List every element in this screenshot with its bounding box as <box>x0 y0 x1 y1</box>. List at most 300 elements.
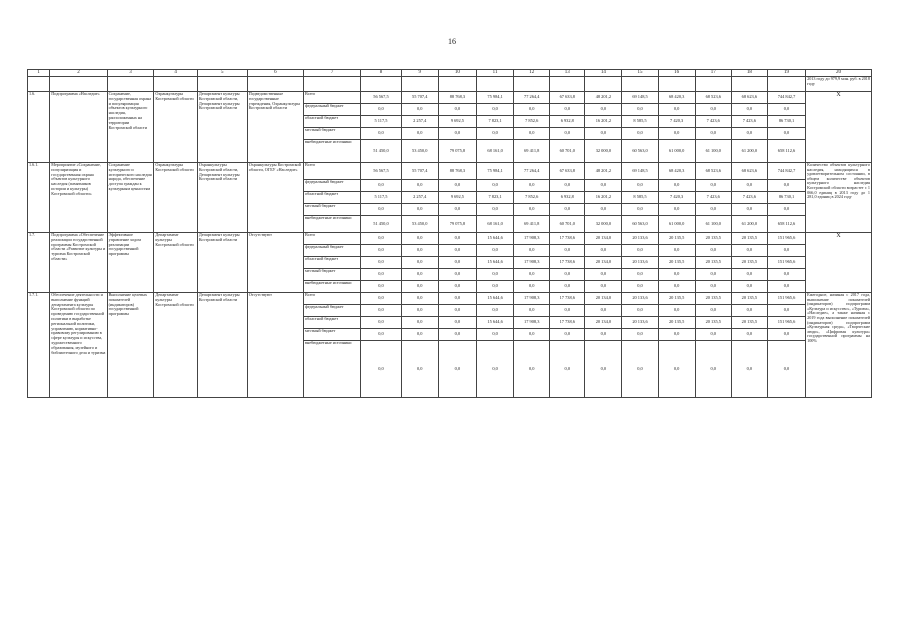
amount-cell: 0,0 <box>622 204 658 216</box>
item-responsible: Департамент культуры Костромской области <box>154 233 198 293</box>
amount-cell: 53 450,0 <box>401 140 438 163</box>
amount-cell: 79 075,8 <box>438 140 476 163</box>
column-number: 1 <box>28 70 50 77</box>
column-number: 6 <box>247 70 303 77</box>
amount-cell: 20 135,5 <box>658 293 695 305</box>
amount-cell: 5 117,5 <box>361 192 401 204</box>
amount-cell: 0,0 <box>550 128 585 140</box>
amount-cell: 0,0 <box>622 281 658 293</box>
amount-cell: 0,0 <box>361 245 401 257</box>
amount-cell: 0,0 <box>695 204 731 216</box>
funding-source: местный бюджет <box>303 128 360 140</box>
item-code: 1.7.1. <box>28 293 50 398</box>
amount-cell: 0,0 <box>401 128 438 140</box>
amount-cell: 0,0 <box>658 281 695 293</box>
amount-cell: 0,0 <box>514 305 550 317</box>
column-number: 10 <box>438 70 476 77</box>
amount-cell: 0,0 <box>585 128 622 140</box>
funding-source: областной бюджет <box>303 317 360 329</box>
amount-cell: 20 135,5 <box>731 257 767 269</box>
amount-cell: 17 738,6 <box>550 293 585 305</box>
amount-cell: 0,0 <box>658 269 695 281</box>
amount-cell: 61 100,0 <box>695 216 731 233</box>
amount-cell: 0,0 <box>438 341 476 398</box>
funding-source: местный бюджет <box>303 204 360 216</box>
amount-cell: 86 730,1 <box>767 192 805 204</box>
amount-cell: 0,0 <box>361 180 401 192</box>
amount-cell: 0,0 <box>438 293 476 305</box>
amount-cell: 20 133,6 <box>622 293 658 305</box>
amount-cell: 9 692,5 <box>438 116 476 128</box>
amount-cell: 48 201,2 <box>585 92 622 104</box>
amount-cell: 0,0 <box>361 104 401 116</box>
item-responsible: Департамент культуры Костромской области <box>154 293 198 398</box>
amount-cell: 0,0 <box>514 341 550 398</box>
amount-cell: 20 134,0 <box>585 257 622 269</box>
amount-cell: 0,0 <box>658 341 695 398</box>
amount-cell: 0,0 <box>361 293 401 305</box>
amount-cell: 7 823,1 <box>477 192 514 204</box>
item-participants: Охранкультуры Костромской области, ОГБУ «Наследие» <box>247 163 303 233</box>
amount-cell: 60 563,0 <box>622 140 658 163</box>
amount-cell: 0,0 <box>585 269 622 281</box>
column-number: 5 <box>197 70 247 77</box>
amount-cell: 0,0 <box>658 245 695 257</box>
column-number: 17 <box>695 70 731 77</box>
amount-cell: 51 450,0 <box>361 140 401 163</box>
amount-cell: 20 135,5 <box>658 257 695 269</box>
funding-source: Всего <box>303 92 360 104</box>
funding-source: внебюджетные источники <box>303 341 360 398</box>
amount-cell: 0,0 <box>401 233 438 245</box>
item-goal: Эффективное управление ходом реализации государственной программы <box>107 233 154 293</box>
amount-cell: 0,0 <box>622 245 658 257</box>
amount-cell: 69 148,5 <box>622 163 658 180</box>
amount-cell: 77 264,4 <box>514 92 550 104</box>
amount-cell: 20 133,6 <box>622 317 658 329</box>
amount-cell: 0,0 <box>658 305 695 317</box>
amount-cell: 7 423,6 <box>731 192 767 204</box>
empty-cell <box>658 77 695 92</box>
expected-result: Количество объектов культурного наследия, находящихся в удовлетворительном состоянии, в общем количестве объектов культурного наследия Костромской области возрастет с 1 066,0 единиц в 2013 году до 1 281,0 единиц в 2024 году <box>806 163 872 233</box>
amount-cell: 0,0 <box>477 305 514 317</box>
amount-cell: 79 075,8 <box>438 216 476 233</box>
amount-cell: 0,0 <box>438 245 476 257</box>
amount-cell: 55 707,4 <box>401 163 438 180</box>
amount-cell: 0,0 <box>550 104 585 116</box>
amount-cell: 20 135,5 <box>695 317 731 329</box>
amount-cell: 0,0 <box>767 104 805 116</box>
amount-cell: 68 523,6 <box>695 92 731 104</box>
amount-cell: 0,0 <box>731 204 767 216</box>
table-row <box>28 92 872 104</box>
amount-cell: 0,0 <box>401 104 438 116</box>
amount-cell: 55 707,4 <box>401 92 438 104</box>
amount-cell: 77 264,4 <box>514 163 550 180</box>
amount-cell: 0,0 <box>622 104 658 116</box>
amount-cell: 0,0 <box>658 180 695 192</box>
amount-cell: 0,0 <box>514 204 550 216</box>
amount-cell: 0,0 <box>658 104 695 116</box>
column-number: 15 <box>622 70 658 77</box>
amount-cell: 20 135,5 <box>658 317 695 329</box>
amount-cell: 68 523,6 <box>695 163 731 180</box>
empty-cell <box>303 77 360 92</box>
amount-cell: 0,0 <box>477 329 514 341</box>
amount-cell: 7 423,6 <box>695 116 731 128</box>
amount-cell: 17 738,6 <box>550 317 585 329</box>
item-coexecutor: Департамент культуры Костромской области <box>197 293 247 398</box>
amount-cell: 0,0 <box>767 281 805 293</box>
amount-cell: 61 100,0 <box>695 140 731 163</box>
amount-cell: 0,0 <box>401 204 438 216</box>
amount-cell: 0,0 <box>438 317 476 329</box>
amount-cell: 0,0 <box>695 341 731 398</box>
amount-cell: 0,0 <box>585 329 622 341</box>
amount-cell: 0,0 <box>477 245 514 257</box>
empty-cell <box>401 77 438 92</box>
amount-cell: 0,0 <box>477 104 514 116</box>
empty-cell <box>695 77 731 92</box>
amount-cell: 0,0 <box>401 245 438 257</box>
amount-cell: 744 842,7 <box>767 92 805 104</box>
expected-result: X <box>806 233 872 293</box>
amount-cell: 0,0 <box>361 204 401 216</box>
amount-cell: 68 161,0 <box>477 140 514 163</box>
amount-cell: 75 984,1 <box>477 92 514 104</box>
amount-cell: 744 842,7 <box>767 163 805 180</box>
amount-cell: 0,0 <box>695 180 731 192</box>
amount-cell: 7 420,3 <box>658 192 695 204</box>
amount-cell: 0,0 <box>767 269 805 281</box>
amount-cell: 61 200,0 <box>731 216 767 233</box>
amount-cell: 0,0 <box>401 341 438 398</box>
item-goal: Сохранение, государственная охрана и популяризация объектов культурного наследия, расположенных на территории Костромской области <box>107 92 154 163</box>
item-name: Подпрограмма «Наследие» <box>50 92 107 163</box>
column-number: 12 <box>514 70 550 77</box>
amount-cell: 0,0 <box>622 269 658 281</box>
item-name: Подпрограмма «Обеспечение реализации государственной программы Костромской области «Развитие культуры и туризма Костромской области» <box>50 233 107 293</box>
funding-source: местный бюджет <box>303 269 360 281</box>
amount-cell: 0,0 <box>477 269 514 281</box>
amount-cell: 15 644,6 <box>477 317 514 329</box>
amount-cell: 2 257,4 <box>401 192 438 204</box>
amount-cell: 0,0 <box>622 341 658 398</box>
amount-cell: 16 201,2 <box>585 192 622 204</box>
amount-cell: 20 135,5 <box>731 293 767 305</box>
column-number: 20 <box>806 70 872 77</box>
amount-cell: 7 423,6 <box>731 116 767 128</box>
amount-cell: 0,0 <box>477 204 514 216</box>
amount-cell: 0,0 <box>477 341 514 398</box>
funding-source: внебюджетные источники <box>303 216 360 233</box>
amount-cell: 0,0 <box>731 281 767 293</box>
amount-cell: 32 000,0 <box>585 216 622 233</box>
page-number: 16 <box>448 37 456 46</box>
item-goal: Сохранение культурного и исторического наследия народа, обеспечение доступа граждан к культурным ценностям <box>107 163 154 233</box>
amount-cell: 0,0 <box>731 305 767 317</box>
amount-cell: 0,0 <box>361 329 401 341</box>
amount-cell: 0,0 <box>438 104 476 116</box>
amount-cell: 0,0 <box>767 329 805 341</box>
amount-cell: 0,0 <box>438 204 476 216</box>
amount-cell: 0,0 <box>585 180 622 192</box>
amount-cell: 0,0 <box>477 128 514 140</box>
item-participants: Подведомственные государственные учреждения, Охранкультуры Костромской области <box>247 92 303 163</box>
amount-cell: 20 135,5 <box>658 233 695 245</box>
amount-cell: 20 134,0 <box>585 293 622 305</box>
amount-cell: 0,0 <box>622 128 658 140</box>
column-number: 2 <box>50 70 107 77</box>
column-number: 18 <box>731 70 767 77</box>
column-number: 13 <box>550 70 585 77</box>
funding-source: Всего <box>303 163 360 180</box>
amount-cell: 0,0 <box>767 305 805 317</box>
amount-cell: 658 112,6 <box>767 216 805 233</box>
amount-cell: 0,0 <box>695 305 731 317</box>
amount-cell: 0,0 <box>585 204 622 216</box>
amount-cell: 20 133,6 <box>622 257 658 269</box>
amount-cell: 0,0 <box>767 245 805 257</box>
amount-cell: 7 423,6 <box>695 192 731 204</box>
amount-cell: 20 134,0 <box>585 317 622 329</box>
amount-cell: 69 148,5 <box>622 92 658 104</box>
amount-cell: 0,0 <box>361 341 401 398</box>
amount-cell: 0,0 <box>695 269 731 281</box>
amount-cell: 0,0 <box>438 180 476 192</box>
amount-cell: 6 932,8 <box>550 192 585 204</box>
amount-cell: 0,0 <box>585 341 622 398</box>
amount-cell: 0,0 <box>361 269 401 281</box>
amount-cell: 0,0 <box>767 180 805 192</box>
amount-cell: 15 644,6 <box>477 257 514 269</box>
empty-cell <box>622 77 658 92</box>
amount-cell: 17 908,3 <box>514 233 550 245</box>
empty-cell <box>197 77 247 92</box>
empty-cell <box>585 77 622 92</box>
amount-cell: 68 623,6 <box>731 92 767 104</box>
item-coexecutor: Департамент культуры Костромской области <box>197 233 247 293</box>
amount-cell: 0,0 <box>401 317 438 329</box>
amount-cell: 20 135,5 <box>695 293 731 305</box>
amount-cell: 20 135,5 <box>731 233 767 245</box>
amount-cell: 67 633,8 <box>550 163 585 180</box>
amount-cell: 68 161,0 <box>477 216 514 233</box>
funding-source: внебюджетные источники <box>303 281 360 293</box>
funding-source: местный бюджет <box>303 329 360 341</box>
column-number: 7 <box>303 70 360 77</box>
amount-cell: 0,0 <box>401 257 438 269</box>
amount-cell: 0,0 <box>438 128 476 140</box>
amount-cell: 0,0 <box>401 305 438 317</box>
amount-cell: 0,0 <box>401 293 438 305</box>
empty-cell <box>477 77 514 92</box>
column-number: 16 <box>658 70 695 77</box>
amount-cell: 0,0 <box>695 329 731 341</box>
amount-cell: 32 000,0 <box>585 140 622 163</box>
funding-source: внебюджетные источники <box>303 140 360 163</box>
amount-cell: 20 135,5 <box>731 317 767 329</box>
column-number: 3 <box>107 70 154 77</box>
empty-cell <box>731 77 767 92</box>
continuation-row <box>28 77 872 92</box>
amount-cell: 61 000,0 <box>658 140 695 163</box>
amount-cell: 0,0 <box>514 128 550 140</box>
amount-cell: 67 633,8 <box>550 92 585 104</box>
amount-cell: 8 585,5 <box>622 192 658 204</box>
amount-cell: 68 623,6 <box>731 163 767 180</box>
amount-cell: 0,0 <box>477 180 514 192</box>
table-row <box>28 233 872 245</box>
amount-cell: 0,0 <box>361 305 401 317</box>
column-number: 8 <box>361 70 401 77</box>
item-code: 1.6.1. <box>28 163 50 233</box>
empty-cell <box>28 77 50 92</box>
amount-cell: 0,0 <box>438 329 476 341</box>
amount-cell: 0,0 <box>401 180 438 192</box>
funding-source: областной бюджет <box>303 192 360 204</box>
amount-cell: 0,0 <box>438 269 476 281</box>
amount-cell: 0,0 <box>731 245 767 257</box>
amount-cell: 69 411,8 <box>514 140 550 163</box>
amount-cell: 7 823,1 <box>477 116 514 128</box>
amount-cell: 0,0 <box>622 329 658 341</box>
amount-cell: 5 117,5 <box>361 116 401 128</box>
amount-cell: 0,0 <box>514 180 550 192</box>
program-table <box>27 69 872 398</box>
amount-cell: 0,0 <box>658 204 695 216</box>
empty-cell <box>154 77 198 92</box>
empty-cell <box>438 77 476 92</box>
amount-cell: 17 908,3 <box>514 317 550 329</box>
amount-cell: 0,0 <box>731 269 767 281</box>
amount-cell: 61 200,0 <box>731 140 767 163</box>
amount-cell: 7 852,6 <box>514 192 550 204</box>
item-coexecutor: Охранкультуры Костромской области, Департамент культуры Костромской области <box>197 163 247 233</box>
amount-cell: 68 420,3 <box>658 163 695 180</box>
amount-cell: 7 420,3 <box>658 116 695 128</box>
amount-cell: 20 134,0 <box>585 233 622 245</box>
empty-cell <box>550 77 585 92</box>
amount-cell: 0,0 <box>514 281 550 293</box>
amount-cell: 88 768,3 <box>438 92 476 104</box>
item-code: 1.7. <box>28 233 50 293</box>
empty-cell <box>514 77 550 92</box>
amount-cell: 151 965,6 <box>767 233 805 245</box>
amount-cell: 53 450,0 <box>401 216 438 233</box>
amount-cell: 0,0 <box>585 305 622 317</box>
amount-cell: 0,0 <box>731 128 767 140</box>
column-number: 14 <box>585 70 622 77</box>
empty-cell <box>50 77 107 92</box>
amount-cell: 60 701,0 <box>550 216 585 233</box>
amount-cell: 9 692,5 <box>438 192 476 204</box>
amount-cell: 2 257,4 <box>401 116 438 128</box>
amount-cell: 48 201,2 <box>585 163 622 180</box>
amount-cell: 0,0 <box>361 281 401 293</box>
empty-cell <box>767 77 805 92</box>
funding-source: федеральный бюджет <box>303 104 360 116</box>
amount-cell: 61 000,0 <box>658 216 695 233</box>
amount-cell: 51 450,0 <box>361 216 401 233</box>
funding-source: федеральный бюджет <box>303 305 360 317</box>
expected-result: X <box>806 92 872 163</box>
amount-cell: 0,0 <box>695 281 731 293</box>
amount-cell: 0,0 <box>514 329 550 341</box>
amount-cell: 0,0 <box>658 329 695 341</box>
amount-cell: 0,0 <box>622 305 658 317</box>
amount-cell: 0,0 <box>438 257 476 269</box>
funding-source: Всего <box>303 233 360 245</box>
amount-cell: 60 701,0 <box>550 140 585 163</box>
empty-cell <box>247 77 303 92</box>
amount-cell: 151 965,6 <box>767 293 805 305</box>
amount-cell: 0,0 <box>514 104 550 116</box>
amount-cell: 658 112,6 <box>767 140 805 163</box>
amount-cell: 16 201,2 <box>585 116 622 128</box>
amount-cell: 0,0 <box>550 305 585 317</box>
amount-cell: 17 738,6 <box>550 257 585 269</box>
amount-cell: 86 730,1 <box>767 116 805 128</box>
amount-cell: 0,0 <box>695 104 731 116</box>
amount-cell: 0,0 <box>695 128 731 140</box>
amount-cell: 0,0 <box>767 204 805 216</box>
amount-cell: 0,0 <box>550 329 585 341</box>
empty-cell <box>361 77 401 92</box>
amount-cell: 0,0 <box>514 269 550 281</box>
amount-cell: 0,0 <box>622 180 658 192</box>
amount-cell: 17 908,3 <box>514 257 550 269</box>
amount-cell: 0,0 <box>585 281 622 293</box>
amount-cell: 20 135,5 <box>695 257 731 269</box>
amount-cell: 0,0 <box>550 180 585 192</box>
amount-cell: 0,0 <box>438 281 476 293</box>
item-participants: Отсутствуют <box>247 293 303 398</box>
amount-cell: 56 567,5 <box>361 163 401 180</box>
amount-cell: 75 984,1 <box>477 163 514 180</box>
amount-cell: 0,0 <box>438 305 476 317</box>
column-number: 19 <box>767 70 805 77</box>
amount-cell: 0,0 <box>438 233 476 245</box>
amount-cell: 0,0 <box>731 341 767 398</box>
funding-source: областной бюджет <box>303 116 360 128</box>
amount-cell: 56 567,5 <box>361 92 401 104</box>
amount-cell: 68 420,3 <box>658 92 695 104</box>
amount-cell: 0,0 <box>514 245 550 257</box>
column-number: 4 <box>154 70 198 77</box>
amount-cell: 0,0 <box>658 128 695 140</box>
amount-cell: 0,0 <box>550 281 585 293</box>
amount-cell: 0,0 <box>401 281 438 293</box>
table-row <box>28 163 872 180</box>
amount-cell: 20 135,5 <box>695 233 731 245</box>
item-responsible: Охранкультуры Костромской области <box>154 92 198 163</box>
funding-source: федеральный бюджет <box>303 180 360 192</box>
amount-cell: 0,0 <box>731 180 767 192</box>
amount-cell: 151 965,6 <box>767 257 805 269</box>
amount-cell: 88 768,3 <box>438 163 476 180</box>
amount-cell: 0,0 <box>550 341 585 398</box>
funding-source: Всего <box>303 293 360 305</box>
amount-cell: 17 908,3 <box>514 293 550 305</box>
item-responsible: Охранкультуры Костромской области <box>154 163 198 233</box>
amount-cell: 0,0 <box>550 245 585 257</box>
item-goal: Выполнение целевых показателей (индикаторов) государственной программы <box>107 293 154 398</box>
amount-cell: 60 563,0 <box>622 216 658 233</box>
continued-note: 2013 году до 979,9 млн. руб. в 2018 году <box>806 77 872 92</box>
amount-cell: 0,0 <box>361 233 401 245</box>
amount-cell: 0,0 <box>550 204 585 216</box>
